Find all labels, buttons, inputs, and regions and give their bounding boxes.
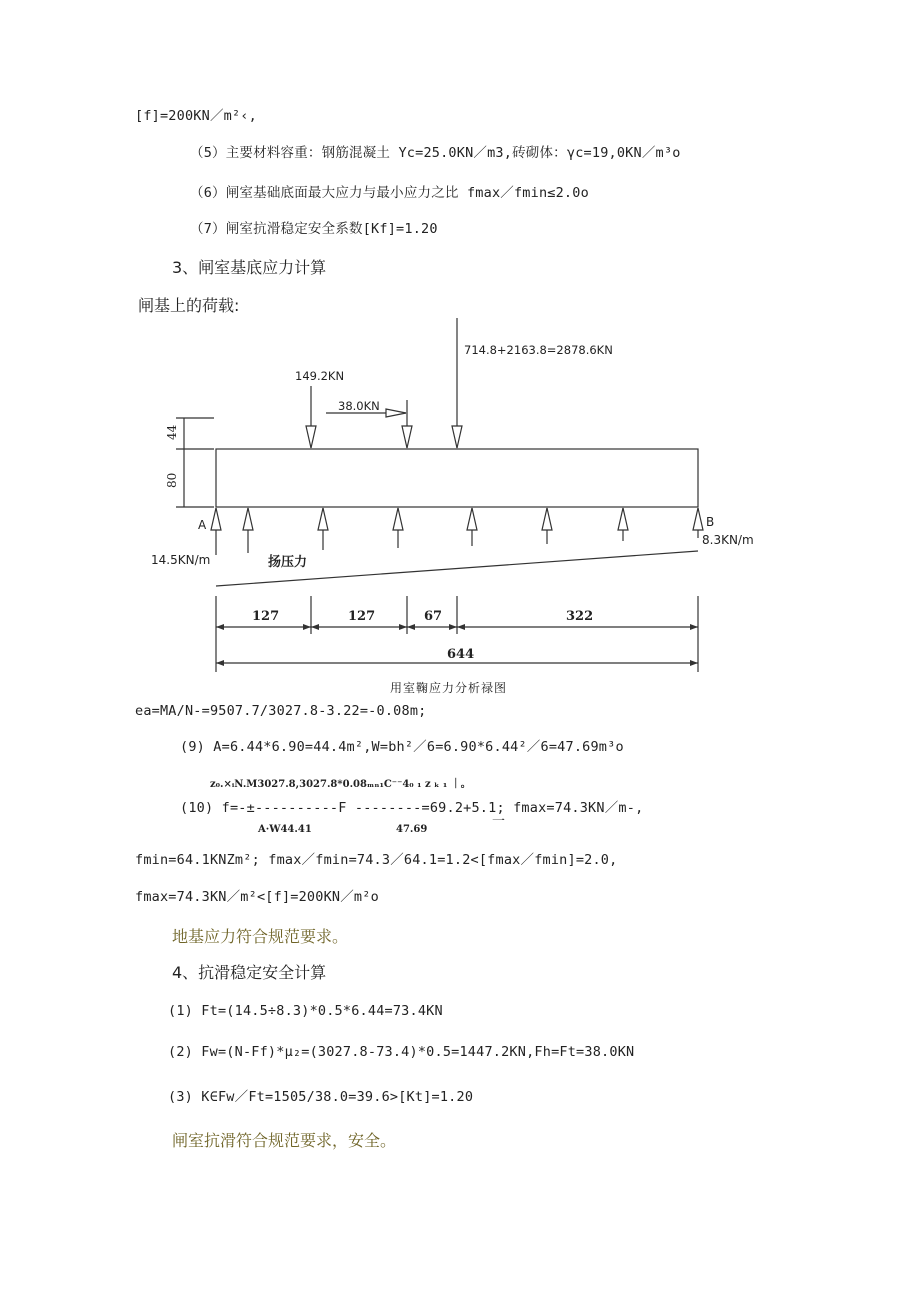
step-2: (2) Fw=(N-Ff)*μ₂=(3027.8-73.4)*0.5=1447.2KN,Fh=Ft=38.0KN (168, 1044, 635, 1060)
garbled-formula: z₀.×ᵢN.M3027.8,3027.8*0.08ₘₙ₁C⁻⁻4₀ ₁ z ₖ ₁ ｜。 (210, 779, 471, 790)
loads-label: 闸基上的荷载: (138, 296, 240, 315)
dim-127-b: 127 (348, 609, 376, 624)
eccentricity-line: ea=MA/N-=9507.7/3027.8-3.22=-0.08m; (135, 703, 427, 719)
label-load-149: 149.2KN (295, 369, 345, 383)
dim-644: 644 (447, 647, 475, 662)
dim-127-a: 127 (252, 609, 280, 624)
eq-10-denominator-a: A·W44.41 (258, 824, 312, 835)
label-load-38: 38.0KN (338, 399, 380, 413)
allowable-stress-line: [f]=200KN／m²‹, (135, 108, 257, 124)
sliding-factor-item: （7）闸室抗滑稳定安全系数[Kf]=1.20 (190, 221, 438, 237)
fmin-line: fmin=64.1KNZm²; fmax／fmin=74.3／64.1=1.2<[fmax／fmin]=2.0, (135, 852, 618, 868)
stress-ratio-item: （6）闸室基础底面最大应力与最小应力之比 fmax／fmin≤2.0o (190, 185, 589, 201)
sliding-ok: 闸室抗滑符合规范要求，安全。 (172, 1131, 397, 1150)
step-1: (1) Ft=(14.5÷8.3)*0.5*6.44=73.4KN (168, 1003, 443, 1019)
point-a-label: A (198, 518, 207, 532)
label-total-load: 714.8+2163.8=2878.6KN (464, 343, 613, 357)
eq-10-denominator-w: 47.69 (396, 824, 428, 835)
uplift-label: 扬压力 (268, 555, 308, 570)
material-density-item: （5）主要材料容重：钢筋混凝土 Yc=25.0KN／m3,砖砌体：γc=19,0KN／m³o (190, 145, 681, 161)
section-heading-3: 3、闸室基底应力计算 (172, 258, 327, 277)
eq-10-dash: 一 (492, 814, 506, 829)
eq-9: (9) A=6.44*6.90=44.4m²,W=bh²／6=6.90*6.44²／6=47.69m³o (180, 739, 624, 755)
dim-44-label: 44 (165, 424, 179, 440)
section-heading-4: 4、抗滑稳定安全计算 (172, 963, 327, 982)
point-b-label: B (706, 515, 715, 529)
fmax-line: fmax=74.3KN／m²<[f]=200KN／m²o (135, 889, 379, 905)
uplift-right-value: 8.3KN/m (702, 533, 754, 547)
slab-rect (216, 449, 698, 507)
figure-caption: 用室鞠应力分析禄图 (390, 681, 508, 695)
dim-322: 322 (566, 609, 594, 624)
eq-10: (10) f=-±----------F --------=69.2+5.1; fmax=74.3KN／m-, (180, 800, 644, 816)
foundation-ok: 地基应力符合规范要求。 (172, 927, 349, 946)
uplift-left-value: 14.5KN/m (151, 553, 211, 567)
dim-80-label: 80 (165, 472, 179, 488)
dim-67: 67 (424, 609, 443, 624)
step-3: (3) K∈Fw／Ft=1505/38.0=39.6>[Kt]=1.20 (168, 1089, 474, 1105)
